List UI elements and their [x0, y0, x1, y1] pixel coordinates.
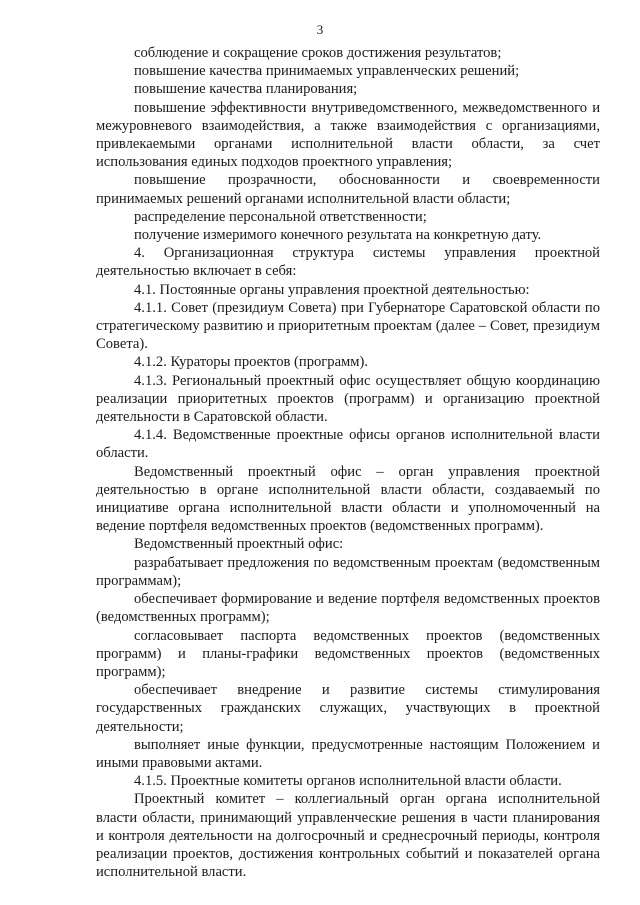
- paragraph: соблюдение и сокращение сроков достижения результатов;: [134, 45, 502, 61]
- paragraph: повышение эффективности внутриведомственного, межведомственного и межуровневого взаимодействия, а также взаимодействия с организациями, привлекаемыми органами исполнительной власти области, за счет использования единых подходов проектного управления;: [96, 99, 600, 171]
- paragraph: 4.1.1. Совет (президиум Совета) при Губернаторе Саратовской области по стратегическому развитию и приоритетным проектам (далее – Совет, президиум Совета).: [96, 299, 600, 353]
- paragraph: 4.1.3. Региональный проектный офис осуществляет общую координацию реализации приоритетных проектов (программ) и организацию проектной деятельности в Саратовской области.: [96, 372, 600, 426]
- paragraph: повышение качества планирования;: [134, 81, 358, 98]
- list-item: выполняет иные функции, предусмотренные настоящим Положением и иными правовыми актами.: [96, 736, 600, 771]
- paragraph: 4.1.4. Ведомственные проектные офисы органов исполнительной власти области.: [96, 427, 600, 462]
- subsection-heading: 4.1. Постоянные органы управления проектной деятельностью:: [134, 281, 530, 298]
- paragraph: 4.1.2. Кураторы проектов (программ).: [134, 354, 369, 371]
- paragraph: получение измеримого конечного результата на конкретную дату.: [134, 227, 542, 244]
- list-item: обеспечивает внедрение и развитие системы стимулирования государственных гражданских служащих, участвующих в проектной деятельности;: [96, 682, 600, 735]
- list-item: согласовывает паспорта ведомственных проектов (ведомственных программ) и планы-графики ведомственных проектов (ведомственных программ);: [96, 627, 600, 680]
- list-item: обеспечивает формирование и ведение портфеля ведомственных проектов (ведомственных программ);: [96, 591, 600, 626]
- section-heading: 4. Организационная структура системы управления проектной деятельностью включает в себя:: [96, 245, 600, 280]
- paragraph: Проектный комитет – коллегиальный орган органа исполнительной власти области, принимающий управленческие решения в части планирования и контроля деятельности на долгосрочный и среднесрочный периоды, контроля реализации проектов, достижения контрольных событий и показателей органа исполнительной власти.: [96, 791, 600, 881]
- paragraph: распределение персональной ответственности;: [134, 208, 427, 225]
- paragraph: Ведомственный проектный офис:: [134, 536, 344, 553]
- paragraph: повышение прозрачности, обоснованности и своевременности принимаемых решений органами исполнительной власти области;: [96, 172, 600, 207]
- paragraph: Ведомственный проектный офис – орган управления проектной деятельностью в органе исполнительной власти области, создаваемый по инициативе органа исполнительной власти области и уполномоченный на ведение портфеля ведомственных проектов (ведомственных программ).: [96, 463, 600, 535]
- list-item: разрабатывает предложения по ведомственным проектам (ведомственным программам);: [96, 554, 600, 589]
- document-body: [96, 44, 600, 881]
- page-number: 3: [316, 22, 324, 37]
- paragraph: 4.1.5. Проектные комитеты органов исполнительной власти области.: [134, 773, 562, 790]
- paragraph: повышение качества принимаемых управленческих решений;: [134, 63, 520, 80]
